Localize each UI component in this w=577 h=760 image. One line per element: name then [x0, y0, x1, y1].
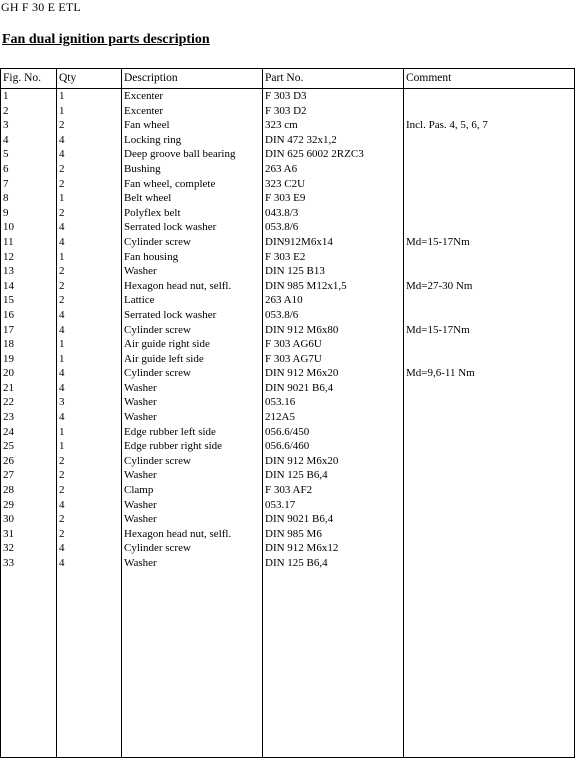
description-cell: Washer — [122, 410, 263, 425]
description-cell: Locking ring — [122, 133, 263, 148]
comment-cell — [404, 104, 575, 119]
part-no-cell: F 303 AF2 — [263, 483, 404, 498]
description-cell: Fan wheel — [122, 118, 263, 133]
comment-cell — [404, 410, 575, 425]
parts-table — [0, 68, 575, 758]
qty-cell: 4 — [57, 498, 122, 513]
description-cell: Hexagon head nut, selfl. — [122, 279, 263, 294]
part-no-cell: DIN 125 B6,4 — [263, 468, 404, 483]
qty-cell: 1 — [57, 352, 122, 367]
document-header: GH F 30 E ETL — [1, 0, 81, 14]
comment-cell — [404, 352, 575, 367]
comment-cell — [404, 512, 575, 527]
table-row — [1, 293, 575, 308]
part-no-cell: DIN 985 M12x1,5 — [263, 279, 404, 294]
table-row — [1, 89, 575, 104]
part-no-cell: 056.6/450 — [263, 425, 404, 440]
comment-cell: Md=27-30 Nm — [404, 279, 575, 294]
comment-cell — [404, 454, 575, 469]
table-row — [1, 191, 575, 206]
description-cell: Air guide right side — [122, 337, 263, 352]
description-cell: Washer — [122, 468, 263, 483]
part-no-cell: F 303 D3 — [263, 89, 404, 104]
table-row — [1, 395, 575, 410]
description-cell: Washer — [122, 395, 263, 410]
fig-no-cell: 24 — [1, 425, 57, 440]
comment-cell — [404, 541, 575, 556]
part-no-cell: F 303 E2 — [263, 250, 404, 265]
part-no-cell: F 303 AG6U — [263, 337, 404, 352]
fig-no-cell: 21 — [1, 381, 57, 396]
table-row — [1, 541, 575, 556]
column-header-description: Description — [122, 69, 263, 89]
part-no-cell: 053.16 — [263, 395, 404, 410]
part-no-cell: 043.8/3 — [263, 206, 404, 221]
table-row — [1, 468, 575, 483]
column-header-comment: Comment — [404, 69, 575, 89]
empty-cell — [57, 571, 122, 758]
description-cell: Serrated lock washer — [122, 308, 263, 323]
fig-no-cell: 15 — [1, 293, 57, 308]
table-row — [1, 264, 575, 279]
description-cell: Excenter — [122, 89, 263, 104]
part-no-cell: DIN 472 32x1,2 — [263, 133, 404, 148]
fig-no-cell: 9 — [1, 206, 57, 221]
qty-cell: 4 — [57, 410, 122, 425]
fig-no-cell: 31 — [1, 527, 57, 542]
qty-cell: 2 — [57, 177, 122, 192]
table-row — [1, 366, 575, 381]
part-no-cell: DIN 912 M6x12 — [263, 541, 404, 556]
part-no-cell: DIN 125 B6,4 — [263, 556, 404, 571]
description-cell: Cylinder screw — [122, 366, 263, 381]
description-cell: Edge rubber right side — [122, 439, 263, 454]
table-row — [1, 133, 575, 148]
fig-no-cell: 12 — [1, 250, 57, 265]
table-row — [1, 439, 575, 454]
qty-cell: 2 — [57, 293, 122, 308]
fig-no-cell: 27 — [1, 468, 57, 483]
comment-cell — [404, 177, 575, 192]
part-no-cell: 056.6/460 — [263, 439, 404, 454]
qty-cell: 2 — [57, 118, 122, 133]
comment-cell — [404, 89, 575, 104]
qty-cell: 1 — [57, 250, 122, 265]
qty-cell: 2 — [57, 206, 122, 221]
table-row — [1, 206, 575, 221]
description-cell: Cylinder screw — [122, 323, 263, 338]
qty-cell: 1 — [57, 425, 122, 440]
description-cell: Clamp — [122, 483, 263, 498]
qty-cell: 4 — [57, 308, 122, 323]
description-cell: Washer — [122, 264, 263, 279]
fig-no-cell: 5 — [1, 147, 57, 162]
comment-cell — [404, 498, 575, 513]
part-no-cell: DIN 625 6002 2RZC3 — [263, 147, 404, 162]
table-filler-row — [1, 571, 575, 758]
qty-cell: 4 — [57, 147, 122, 162]
part-no-cell: F 303 D2 — [263, 104, 404, 119]
qty-cell: 3 — [57, 395, 122, 410]
description-cell: Washer — [122, 556, 263, 571]
empty-cell — [1, 571, 57, 758]
table-row — [1, 410, 575, 425]
fig-no-cell: 1 — [1, 89, 57, 104]
qty-cell: 2 — [57, 264, 122, 279]
qty-cell: 2 — [57, 279, 122, 294]
qty-cell: 2 — [57, 483, 122, 498]
description-cell: Serrated lock washer — [122, 220, 263, 235]
fig-no-cell: 13 — [1, 264, 57, 279]
fig-no-cell: 16 — [1, 308, 57, 323]
description-cell: Fan housing — [122, 250, 263, 265]
fig-no-cell: 2 — [1, 104, 57, 119]
comment-cell — [404, 220, 575, 235]
part-no-cell: DIN 9021 B6,4 — [263, 512, 404, 527]
part-no-cell: 053.8/6 — [263, 220, 404, 235]
empty-cell — [263, 571, 404, 758]
description-cell: Fan wheel, complete — [122, 177, 263, 192]
part-no-cell: 323 C2U — [263, 177, 404, 192]
comment-cell — [404, 206, 575, 221]
qty-cell: 2 — [57, 468, 122, 483]
table-row — [1, 118, 575, 133]
fig-no-cell: 23 — [1, 410, 57, 425]
qty-cell: 1 — [57, 439, 122, 454]
fig-no-cell: 8 — [1, 191, 57, 206]
fig-no-cell: 17 — [1, 323, 57, 338]
qty-cell: 1 — [57, 104, 122, 119]
fig-no-cell: 3 — [1, 118, 57, 133]
qty-cell: 2 — [57, 527, 122, 542]
fig-no-cell: 14 — [1, 279, 57, 294]
qty-cell: 4 — [57, 235, 122, 250]
fig-no-cell: 6 — [1, 162, 57, 177]
qty-cell: 4 — [57, 556, 122, 571]
part-no-cell: 053.17 — [263, 498, 404, 513]
column-header-part-no: Part No. — [263, 69, 404, 89]
fig-no-cell: 29 — [1, 498, 57, 513]
description-cell: Deep groove ball bearing — [122, 147, 263, 162]
table-row — [1, 323, 575, 338]
fig-no-cell: 4 — [1, 133, 57, 148]
part-no-cell: F 303 E9 — [263, 191, 404, 206]
part-no-cell: 212A5 — [263, 410, 404, 425]
fig-no-cell: 30 — [1, 512, 57, 527]
comment-cell: Md=15-17Nm — [404, 235, 575, 250]
comment-cell — [404, 308, 575, 323]
qty-cell: 2 — [57, 512, 122, 527]
part-no-cell: DIN912M6x14 — [263, 235, 404, 250]
comment-cell — [404, 250, 575, 265]
description-cell: Edge rubber left side — [122, 425, 263, 440]
qty-cell: 4 — [57, 381, 122, 396]
table-row — [1, 352, 575, 367]
comment-cell — [404, 556, 575, 571]
description-cell: Cylinder screw — [122, 454, 263, 469]
qty-cell: 4 — [57, 323, 122, 338]
comment-cell — [404, 147, 575, 162]
table-row — [1, 337, 575, 352]
qty-cell: 4 — [57, 541, 122, 556]
qty-cell: 4 — [57, 133, 122, 148]
description-cell: Belt wheel — [122, 191, 263, 206]
part-no-cell: 053.8/6 — [263, 308, 404, 323]
comment-cell — [404, 425, 575, 440]
part-no-cell: 263 A6 — [263, 162, 404, 177]
fig-no-cell: 19 — [1, 352, 57, 367]
comment-cell: Incl. Pas. 4, 5, 6, 7 — [404, 118, 575, 133]
table-row — [1, 425, 575, 440]
comment-cell — [404, 133, 575, 148]
description-cell: Washer — [122, 512, 263, 527]
fig-no-cell: 25 — [1, 439, 57, 454]
qty-cell: 2 — [57, 454, 122, 469]
fig-no-cell: 11 — [1, 235, 57, 250]
qty-cell: 4 — [57, 220, 122, 235]
description-cell: Excenter — [122, 104, 263, 119]
table-row — [1, 279, 575, 294]
fig-no-cell: 10 — [1, 220, 57, 235]
part-no-cell: 323 cm — [263, 118, 404, 133]
qty-cell: 2 — [57, 162, 122, 177]
parts-table-body — [1, 89, 575, 758]
comment-cell — [404, 191, 575, 206]
comment-cell — [404, 395, 575, 410]
comment-cell — [404, 293, 575, 308]
table-row — [1, 235, 575, 250]
qty-cell: 1 — [57, 337, 122, 352]
table-row — [1, 162, 575, 177]
comment-cell: Md=15-17Nm — [404, 323, 575, 338]
qty-cell: 1 — [57, 89, 122, 104]
part-no-cell: DIN 912 M6x20 — [263, 366, 404, 381]
description-cell: Bushing — [122, 162, 263, 177]
description-cell: Washer — [122, 498, 263, 513]
table-row — [1, 512, 575, 527]
table-row — [1, 527, 575, 542]
header-row — [1, 69, 575, 89]
part-no-cell: F 303 AG7U — [263, 352, 404, 367]
description-cell: Lattice — [122, 293, 263, 308]
document-title: Fan dual ignition parts description — [2, 32, 210, 47]
comment-cell — [404, 483, 575, 498]
parts-table-header — [1, 69, 575, 89]
fig-no-cell: 20 — [1, 366, 57, 381]
table-row — [1, 177, 575, 192]
comment-cell — [404, 337, 575, 352]
table-row — [1, 220, 575, 235]
fig-no-cell: 7 — [1, 177, 57, 192]
table-row — [1, 556, 575, 571]
comment-cell: Md=9,6-11 Nm — [404, 366, 575, 381]
table-row — [1, 104, 575, 119]
comment-cell — [404, 381, 575, 396]
empty-cell — [404, 571, 575, 758]
table-row — [1, 381, 575, 396]
table-row — [1, 454, 575, 469]
comment-cell — [404, 468, 575, 483]
description-cell: Washer — [122, 381, 263, 396]
comment-cell — [404, 162, 575, 177]
part-no-cell: DIN 912 M6x20 — [263, 454, 404, 469]
table-row — [1, 308, 575, 323]
fig-no-cell: 26 — [1, 454, 57, 469]
description-cell: Cylinder screw — [122, 541, 263, 556]
comment-cell — [404, 527, 575, 542]
column-header-fig-no: Fig. No. — [1, 69, 57, 89]
part-no-cell: 263 A10 — [263, 293, 404, 308]
fig-no-cell: 28 — [1, 483, 57, 498]
fig-no-cell: 22 — [1, 395, 57, 410]
comment-cell — [404, 264, 575, 279]
part-no-cell: DIN 9021 B6,4 — [263, 381, 404, 396]
fig-no-cell: 33 — [1, 556, 57, 571]
part-no-cell: DIN 912 M6x80 — [263, 323, 404, 338]
description-cell: Hexagon head nut, selfl. — [122, 527, 263, 542]
empty-cell — [122, 571, 263, 758]
qty-cell: 1 — [57, 191, 122, 206]
fig-no-cell: 18 — [1, 337, 57, 352]
qty-cell: 4 — [57, 366, 122, 381]
fig-no-cell: 32 — [1, 541, 57, 556]
description-cell: Cylinder screw — [122, 235, 263, 250]
part-no-cell: DIN 125 B13 — [263, 264, 404, 279]
table-row — [1, 147, 575, 162]
table-row — [1, 250, 575, 265]
column-header-qty: Qty — [57, 69, 122, 89]
comment-cell — [404, 439, 575, 454]
description-cell: Air guide left side — [122, 352, 263, 367]
table-row — [1, 483, 575, 498]
description-cell: Polyflex belt — [122, 206, 263, 221]
part-no-cell: DIN 985 M6 — [263, 527, 404, 542]
table-row — [1, 498, 575, 513]
